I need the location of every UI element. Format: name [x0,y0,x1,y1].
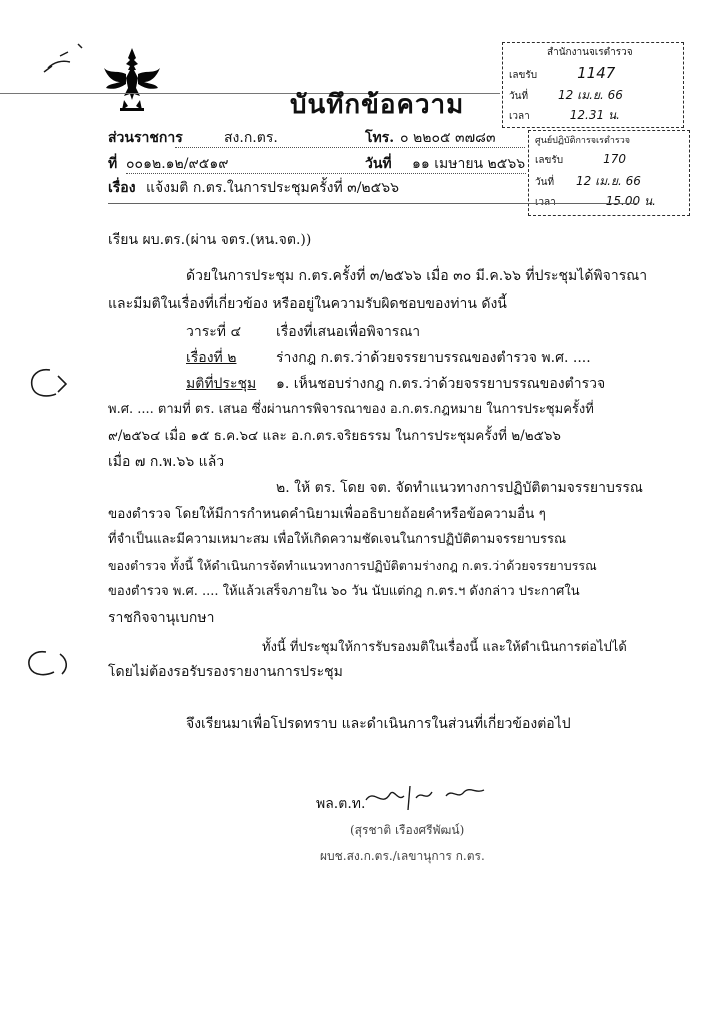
item-value: ร่างกฎ ก.ตร.ว่าด้วยจรรยาบรรณของตำรวจ พ.ศ. .... [276,350,591,366]
resolution-1-line-2: พ.ศ. .... ตามที่ ตร. เสนอ ซึ่งผ่านการพิจารณาของ อ.ก.ตร.กฎหมาย ในการประชุมครั้งที่ [108,402,594,417]
salutation: เรียน ผบ.ตร.(ผ่าน จตร.(หน.จต.)) [108,232,312,248]
date-label: วันที่ [365,156,392,172]
subject-value: แจ้งมติ ก.ตร.ในการประชุมครั้งที่ ๓/๒๕๖๖ [146,180,400,196]
stamp-label: เลขรับ [509,70,538,81]
agenda-label: วาระที่ ๔ [186,324,242,340]
stamp-value: 12 เม.ย. 66 [576,174,641,188]
subject-label: เรื่อง [108,180,136,196]
page-title: บันทึกข้อความ [290,90,465,120]
stamp-label: เวลา [509,111,530,122]
stamp-label: เวลา [535,197,556,208]
item-label: เรื่องที่ ๒ [186,350,237,366]
resolution-label: มติที่ประชุม [186,376,257,392]
margin-circle-mark [28,366,72,400]
resolution-2-line-4: ของตำรวจ ทั้งนี้ ให้ดำเนินการจัดทำแนวทางการปฏิบัติตามร่างกฎ ก.ตร.ว่าด้วยจรรยาบรรณ [108,558,597,573]
stamp-row-time [535,195,656,209]
body-paragraph-3-line-2: โดยไม่ต้องรอรับรองรายงานการประชุม [108,664,343,680]
agency-dotted-line [175,147,525,148]
stamp-value: 12 เม.ย. 66 [558,88,623,102]
stamp-label: วันที่ [509,91,529,102]
agency-label: ส่วนราชการ [108,130,183,146]
stamp-row-date [535,175,641,189]
ref-value: ๐๐๑๒.๑๒/๙๕๑๙ [126,156,229,172]
garuda-emblem [100,44,164,114]
stamp-row-number [509,64,616,82]
ref-label: ที่ [108,156,118,172]
margin-scribble [40,38,90,78]
stamp-value: 170 [603,152,627,166]
stamp-row-time [509,109,620,123]
resolution-1-line-3: ๙/๒๕๖๔ เมื่อ ๑๕ ธ.ค.๖๔ และ อ.ก.ตร.จริยธรรม ในการประชุมครั้งที่ ๒/๒๕๖๖ [108,428,561,444]
signatory-rank: พล.ต.ท. [316,796,366,812]
body-paragraph-1-line-2: และมีมติในเรื่องที่เกี่ยวข้อง หรืออยู่ในความรับผิดชอบของท่าน ดังนี้ [108,296,507,312]
receipt-stamp-inspector [502,42,684,128]
phone-label: โทร. [365,130,395,146]
margin-circle-mark [24,646,74,680]
agenda-value: เรื่องที่เสนอเพื่อพิจารณา [276,324,421,340]
phone-value: ๐ ๒๒๐๕ ๓๗๘๓ [400,130,496,146]
resolution-2-line-1: ๒. ให้ ตร. โดย จต. จัดทำแนวทางการปฏิบัติตามจรรยาบรรณ [276,480,643,496]
closing-line: จึงเรียนมาเพื่อโปรดทราบ และดำเนินการในส่วนที่เกี่ยวข้องต่อไป [186,716,571,732]
handwritten-signature [360,778,490,818]
body-paragraph-3-line-1: ทั้งนี้ ที่ประชุมให้การรับรองมติในเรื่องนี้ และให้ดำเนินการต่อไปได้ [262,640,627,655]
stamp-value: 1147 [577,64,616,82]
resolution-2-line-6: ราชกิจจานุเบกษา [108,610,215,626]
stamp-label: เลขรับ [535,155,564,166]
stamp-org: สำนักงานจเรตำรวจ [547,47,633,58]
resolution-2-line-3: ที่จำเป็นและมีความเหมาะสม เพื่อให้เกิดความชัดเจนในการปฏิบัติตามจรรยาบรรณ [108,532,567,547]
resolution-1-line-1: ๑. เห็นชอบร่างกฎ ก.ตร.ว่าด้วยจรรยาบรรณของตำรวจ [276,376,606,392]
stamp-value: 12.31 น. [569,108,620,122]
resolution-2-line-2: ของตำรวจ โดยให้มีการกำหนดคำนิยามเพื่ออธิบายถ้อยคำหรือข้อความอื่น ๆ [108,506,546,522]
stamp-org: ศูนย์ปฏิบัติการจเรตำรวจ [535,136,631,146]
stamp-label: วันที่ [535,177,555,188]
subject-rule [108,203,638,204]
date-value: ๑๑ เมษายน ๒๕๖๖ [412,156,526,172]
stamp-row-date [509,89,623,103]
stamp-row-number [535,153,626,167]
body-paragraph-1-line-1: ด้วยในการประชุม ก.ตร.ครั้งที่ ๓/๒๕๖๖ เมื่อ ๓๐ มี.ค.๖๖ ที่ประชุมได้พิจารณา [186,268,648,284]
ref-dotted-line [126,173,526,174]
stamp-value: 15.00 น. [605,194,656,208]
signatory-position: ผบช.สง.ก.ตร./เลขานุการ ก.ตร. [320,849,485,863]
resolution-2-line-5: ของตำรวจ พ.ศ. .... ให้แล้วเสร็จภายใน ๖๐ วัน นับแต่กฎ ก.ตร.ฯ ดังกล่าว ประกาศใน [108,584,580,599]
resolution-1-line-4: เมื่อ ๗ ก.พ.๖๖ แล้ว [108,454,225,470]
signatory-name: (สุรชาติ เรืองศรีพัฒน์) [350,823,465,837]
agency-value: สง.ก.ตร. [224,130,278,146]
